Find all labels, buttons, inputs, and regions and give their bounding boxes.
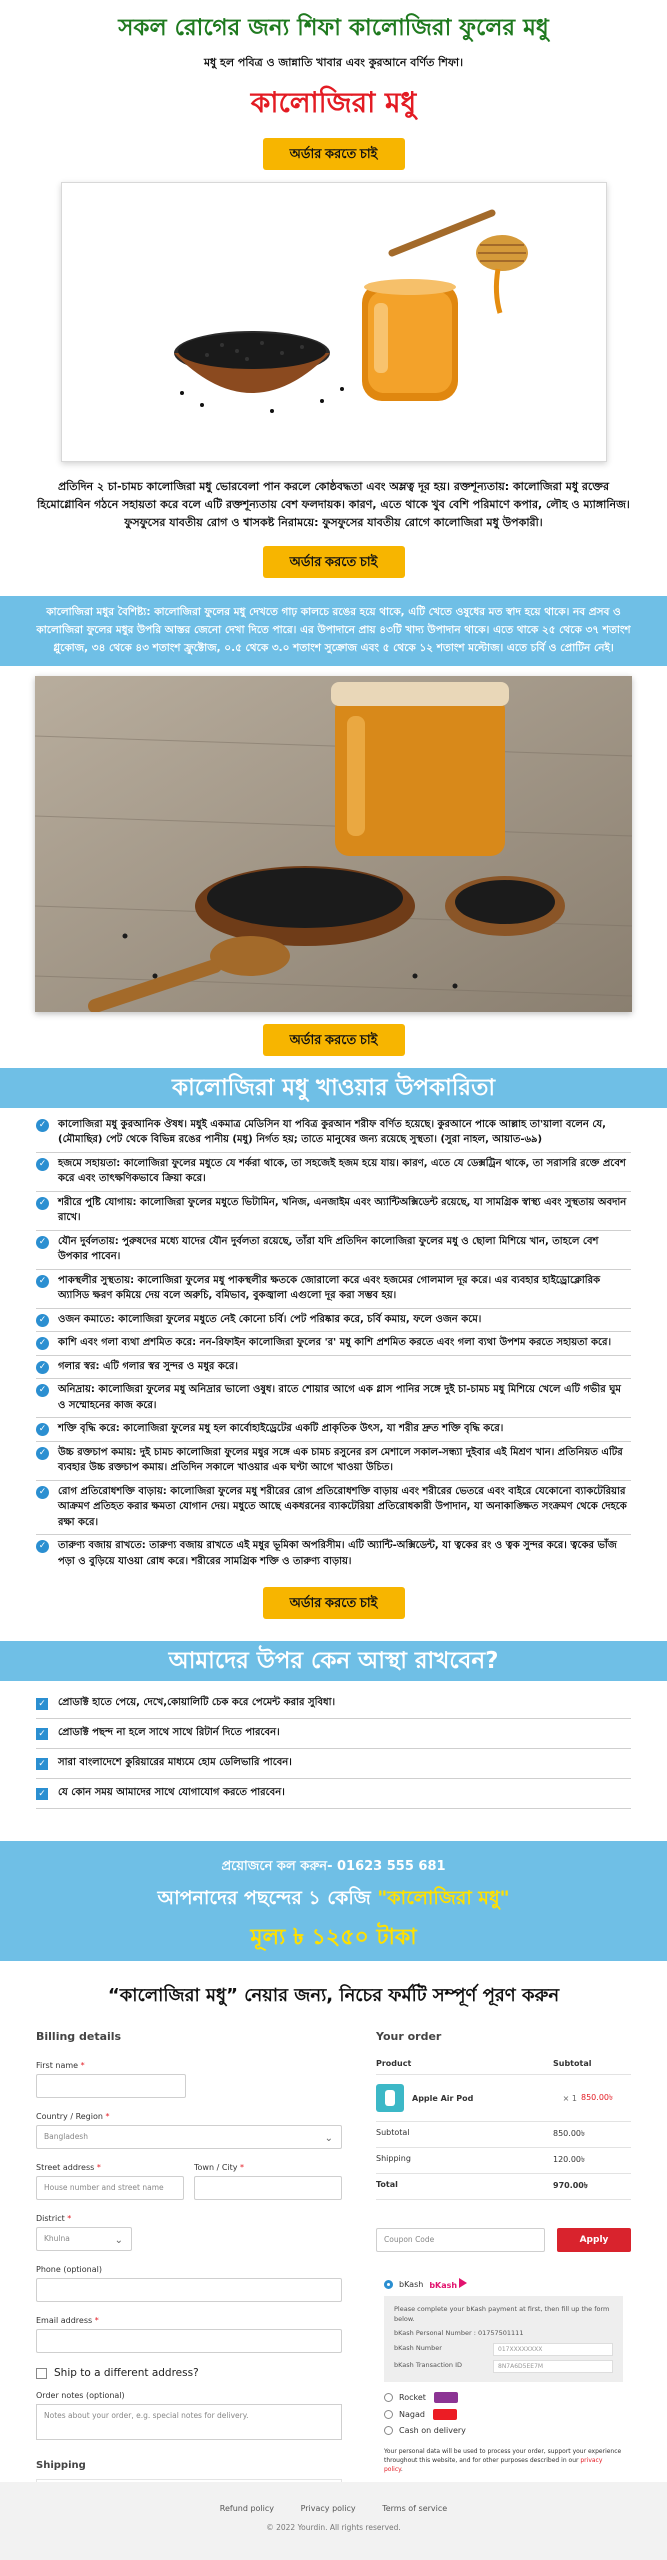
first-name-field-group — [36, 2061, 186, 2098]
call-offer-highlight: "কালোজিরা মধু" — [377, 1887, 510, 1910]
order-button-top[interactable]: অর্ডার করতে চাই — [263, 138, 405, 170]
table-row — [376, 2075, 631, 2122]
check-circle-icon: ✓ — [36, 1119, 49, 1132]
first-name-label: First name * — [36, 2061, 85, 2071]
country-field-group — [36, 2112, 342, 2149]
check-circle-icon: ✓ — [36, 1361, 49, 1374]
nutrition-band — [0, 596, 667, 666]
district-field-group — [36, 2214, 132, 2251]
col-subtotal: Subtotal — [553, 2059, 592, 2069]
shipping-row — [376, 2148, 631, 2174]
bkash-logo: bKash — [429, 2278, 467, 2290]
order-notes-textarea[interactable]: Notes about your order, e.g. special notes for delivery. — [36, 2404, 342, 2440]
benefit-text: পাকস্থলীর সুস্থতায়: কালোজিরা ফুলের মধু পাকস্থলীর ক্ষতকে জোরালো করে এবং হজমের গোলমাল দূর করে। এর ব্যবহার হাইড্রোক্লোরিক অ্যাসিড ক্ষরণ কমিয়ে দেয় বলে অরুচি, বমিভাব, বুকজ্বালা এগুলো দূর করা সম্ভব হয়। — [58, 1274, 601, 1302]
check-circle-icon: ✓ — [36, 1314, 49, 1327]
list-item — [36, 1270, 631, 1309]
order-table-header — [376, 2053, 631, 2075]
phone-label: Phone (optional) — [36, 2265, 102, 2275]
copyright: © 2022 Yourdin. All rights reserved. — [266, 2523, 401, 2532]
list-item — [36, 1442, 631, 1481]
notes-label: Order notes (optional) — [36, 2391, 125, 2401]
address-row — [36, 2163, 342, 2214]
call-offer — [10, 1878, 657, 1916]
apply-coupon-button[interactable]: Apply — [557, 2228, 631, 2252]
bkash-radio[interactable] — [384, 2280, 393, 2289]
product-qty: × 1 — [562, 2093, 577, 2103]
payment-option-cod[interactable] — [384, 2426, 623, 2435]
subtotal-row — [376, 2122, 631, 2148]
total-label: Total — [376, 2180, 398, 2190]
benefit-text: অনিদ্রায়: কালোজিরা ফুলের মধু অনিদ্রার ভালো ওষুধ। রাতে শোয়ার আগে এক গ্লাস পানির সঙ্গে দুই চা-চামচ মধু মিশিয়ে খেলে এটি গভীর ঘুম ও সম্মোহনের কাজ করে। — [58, 1384, 621, 1411]
cod-radio[interactable] — [384, 2426, 393, 2435]
town-label: Town / City * — [194, 2163, 245, 2173]
nagad-radio[interactable] — [384, 2410, 393, 2419]
col-product: Product — [376, 2059, 412, 2069]
phone-input[interactable] — [36, 2278, 342, 2302]
check-square-icon: ✓ — [36, 1728, 48, 1740]
order-table — [376, 2053, 631, 2200]
check-circle-icon: ✓ — [36, 1423, 49, 1436]
call-line: প্রয়োজনে কল করুন- 01623 555 681 — [221, 1859, 446, 1875]
trust-text: প্রোডাক্ট হাতে পেয়ে, দেখে,কোয়ালিটি চেক করে পেমেন্ট করার সুবিধা। — [58, 1697, 336, 1709]
benefit-text: যৌন দুর্বলতায়: পুরুষদের মধ্যে যাদের যৌন দুর্বলতা রয়েছে, তাঁরা যদি প্রতিদিন কালোজিরা ফুলের মধু ও ছোলা মিশিয়ে খান, তাহলে বেশ উপকার পাবেন। — [58, 1235, 599, 1263]
honey-blackseed-illustration — [62, 183, 606, 461]
district-select[interactable]: Khulna ⌄ — [36, 2227, 132, 2251]
hero-subtitle: মধু হল পবিত্র ও জান্নাতি খাবার এবং কুরআনে বর্ণিত শিফা। — [203, 55, 464, 69]
benefit-text: উচ্চ রক্তচাপ কমায়: দুই চামচ কালোজিরা ফুলের মধুর সঙ্গে এক চামচ রসুনের রস মেশালে সকাল-সন্ধ্যা দুইবার এই মিশ্রণ খান। প্রতিনিয়ত এটির ব্যবহার উচ্চ রক্তচাপ কমায়। প্রতিদিন সকালে খাওয়ার এক ঘণ্টা আগে খাওয়া উচিত। — [58, 1446, 623, 1474]
benefits-list — [0, 1108, 667, 1582]
call-price: মূল্য ৳ ১২৫০ টাকা — [250, 1925, 417, 1951]
bkash-trx-row — [394, 2360, 613, 2373]
bkash-details-box — [384, 2296, 623, 2381]
call-offer-prefix: আপনাদের পছন্দের ১ কেজি — [157, 1887, 378, 1910]
call-band — [0, 1841, 667, 1961]
honey-wood-photo — [35, 676, 632, 1012]
coupon-input[interactable]: Coupon Code — [376, 2228, 545, 2252]
bkash-number-input[interactable]: 017XXXXXXXX — [493, 2343, 613, 2356]
checkout-form — [0, 2030, 667, 2511]
list-item — [36, 1309, 631, 1333]
list-item — [36, 1481, 631, 1536]
coupon-row — [376, 2228, 631, 2252]
shipping-value: 120.00৳ — [553, 2155, 585, 2165]
ship-different-toggle[interactable] — [36, 2367, 342, 2379]
list-item — [36, 1356, 631, 1380]
list-item — [36, 1231, 631, 1270]
bkash-bird-icon — [459, 2278, 467, 2288]
check-circle-icon: ✓ — [36, 1540, 49, 1553]
list-item — [36, 1332, 631, 1356]
product-name: Apple Air Pod — [412, 2093, 474, 2103]
benefit-text: তারুণ্য বজায় রাখতে: তারুণ্য বজায় রাখতে এই মধুর ভূমিকা অপরিসীম। এটি অ্যান্টি-অক্সিডেন্ট, যা ত্বকের রং ও ত্বক সুন্দর করে। ত্বকের ভাঁজ পড়া ও বুড়িয়ে যাওয়া রোধ করে। শরীরের সামগ্রিক শক্তি ও তারুণ্য বাড়ায়। — [58, 1540, 617, 1567]
trust-text: প্রোডাক্ট পছন্দ না হলে সাথে সাথে রিটার্ন দিতে পারবেন। — [58, 1727, 280, 1739]
product-photo-frame — [35, 676, 632, 1012]
country-label: Country / Region * — [36, 2112, 110, 2122]
email-field-group — [36, 2316, 342, 2353]
benefit-text: হজমে সহায়তা: কালোজিরা ফুলের মধুতে যে শর্করা থাকে, তা সহজেই হজম হয়ে যায়। কারণ, এতে যে ডেক্সট্রিন থাকে, তা সরাসরি রক্তে প্রবেশ করে এবং তাৎক্ষণিকভাবে ক্রিয়া করে। — [58, 1157, 626, 1185]
payment-methods — [376, 2278, 631, 2511]
product-image-frame — [61, 182, 607, 462]
list-item — [36, 1114, 631, 1153]
district-label: District * — [36, 2214, 72, 2224]
product-thumbnail — [376, 2084, 404, 2112]
email-input[interactable] — [36, 2329, 342, 2353]
country-select[interactable]: Bangladesh ⌄ — [36, 2125, 342, 2149]
street-label: Street address * — [36, 2163, 101, 2173]
subtotal-label: Subtotal — [376, 2128, 410, 2138]
intro-text: প্রতিদিন ২ চা-চামচ কালোজিরা মধু ভোরবেলা পান করলে কোষ্ঠবদ্ধতা এবং অম্লত্ব দূর হয়। রক্তশূন্যতায়: কালোজিরা মধু রক্তের হিমোগ্লোবিন গঠনে সহায়তা করে বলে এটি রক্তশূন্যতায় বেশ ফলদায়ক। কারণ, এতে থাকে খুব বেশি পরিমাণে কপার, লৌহ ও ম্যাঙ্গানিজ। ফুসফুসের যাবতীয় রোগ ও শ্বাসকষ্ট নিরাময়ে: ফুসফুসের যাবতীয় রোগে কালোজিরা মধু উপকারী। — [37, 479, 630, 530]
shipping-label: Shipping — [376, 2154, 411, 2164]
email-label: Email address * — [36, 2316, 99, 2326]
bkash-number-row — [394, 2343, 613, 2356]
hero-title: সকল রোগের জন্য শিফা কালোজিরা ফুলের মধু — [118, 15, 549, 41]
order-button-3[interactable]: অর্ডার করতে চাই — [263, 1024, 405, 1056]
check-circle-icon: ✓ — [36, 1197, 49, 1210]
nagad-logo-icon — [433, 2409, 457, 2420]
rocket-label: Rocket — [399, 2392, 426, 2402]
list-item — [36, 1192, 631, 1231]
trust-list — [0, 1681, 667, 1815]
total-value: 970.00৳ — [553, 2181, 588, 2191]
privacy-notice: Your personal data will be used to process your order, support your experience throughout this website, and for other purposes described in our privacy policy. — [384, 2447, 622, 2473]
bkash-label: bKash — [399, 2279, 424, 2289]
bkash-trx-input[interactable]: 8N7A6D5EE7M — [493, 2360, 613, 2373]
benefit-text: ওজন কমাতে: কালোজিরা ফুলের মধুতে নেই কোনো চর্বি। পেট পরিষ্কার করে, চর্বি কমায়, ফলে ওজন কমে। — [58, 1313, 482, 1325]
bkash-trx-label: bKash Transaction ID — [394, 2361, 463, 2370]
benefit-text: কালোজিরা মধু কুরআনিক ঔষধ। মধুই একমাত্র মেডিসিন যা পবিত্র কুরআন শরীফ বর্ণিত হয়েছে। কুরআনে পাকে আল্লাহ তা'য়ালা বলেন যে, (মৌমাছির) পেট থেকে বিভিন্ন রঙের পানীয় (মধু) নির্গত হয়; তাতে মানুষের জন্য রয়েছে সুস্থতা। (সুরা নাহল, আয়াত-৬৯) — [58, 1118, 606, 1146]
bkash-personal-number: bKash Personal Number : 01757501111 — [394, 2328, 524, 2337]
bkash-number-label: bKash Number — [394, 2344, 442, 2353]
first-name-input[interactable] — [36, 2074, 186, 2098]
payment-option-nagad[interactable] — [384, 2409, 623, 2420]
benefit-text: কাশি এবং গলা ব্যথা প্রশমিত করে: নন-রিফাইন কালোজিরা ফুলের 'র' মধু কাশি প্রশমিত করতে এবং গলা ব্যথা উপশম করতে সহায়তা করে। — [58, 1337, 612, 1349]
rocket-logo-icon — [434, 2392, 458, 2403]
benefit-text: শক্তি বৃদ্ধি করে: কালোজিরা ফুলের মধু হল কার্বোহাইড্রেটের একটি প্রাকৃতিক উৎস, যা শরীর দ্রুত শক্তি বৃদ্ধি করে। — [58, 1423, 504, 1435]
list-item — [36, 1535, 631, 1573]
billing-column — [36, 2030, 342, 2511]
trust-heading: আমাদের উপর কেন আস্থা রাখবেন? — [0, 1641, 667, 1681]
check-circle-icon: ✓ — [36, 1236, 49, 1249]
check-circle-icon: ✓ — [36, 1486, 49, 1499]
order-column — [376, 2030, 631, 2511]
list-item — [36, 1418, 631, 1442]
billing-heading: Billing details — [36, 2030, 122, 2044]
list-item — [36, 1779, 631, 1809]
nutrition-text: কালোজিরা মধুর বৈশিষ্ট্য: কালোজিরা ফুলের মধু দেখতে গাঢ় কালচে রঙের হয়ে থাকে, এটি খেতে ওষুধের মত স্বাদ হয়ে থাকে। নব প্রসব ও কালোজিরা ফুলের মধুর উপরি আস্তর জেনো দেখা দিতে পারে। এর উপাদানে প্রায় ৪৩টি খাদ্য উপাদান থাকে। এতে থাকে ২৫ থেকে ৩৭ শতাংশ গ্লুকোজ, ৩৪ থেকে ৪৩ শতাংশ ফ্রুক্টোজ, ০.৫ থেকে ৩.০ শতাংশ সুক্রোজ এবং ৫ থেকে ১২ শতাংশ মল্টোজ। এতে চর্বি ও প্রোটিন নেই। — [36, 606, 631, 654]
rocket-radio[interactable] — [384, 2393, 393, 2402]
order-button-4[interactable]: অর্ডার করতে চাই — [263, 1587, 405, 1619]
ship-different-label: Ship to a different address? — [54, 2367, 199, 2380]
order-heading: Your order — [376, 2030, 442, 2044]
check-square-icon: ✓ — [36, 1698, 48, 1710]
list-item — [36, 1689, 631, 1719]
privacy-policy-footer-link[interactable]: Privacy policy — [300, 2504, 356, 2513]
refund-policy-link[interactable]: Refund policy — [219, 2504, 275, 2513]
list-item — [36, 1379, 631, 1418]
list-item — [36, 1749, 631, 1779]
trust-text: সারা বাংলাদেশে কুরিয়ারের মাধ্যমে হোম ডেলিভারি পাবেন। — [58, 1757, 292, 1769]
phone-field-group — [36, 2265, 342, 2302]
trust-text: যে কোন সময় আমাদের সাথে যোগাযোগ করতে পারবেন। — [58, 1787, 285, 1799]
benefit-text: গলার স্বর: এটি গলার স্বর সুন্দর ও মধুর করে। — [58, 1360, 238, 1372]
terms-of-service-link[interactable]: Terms of service — [382, 2504, 448, 2513]
cod-label: Cash on delivery — [399, 2425, 466, 2435]
list-item — [36, 1153, 631, 1192]
benefit-text: শরীরে পুষ্টি যোগায়: কালোজিরা ফুলের মধুতে ভিটামিন, খনিজ, এনজাইম এবং অ্যান্টিঅক্সিডেন্ট রয়েছে, যা সামগ্রিক স্বাস্থ্য এবং সুস্থতায় অবদান রাখে। — [58, 1196, 627, 1224]
list-item — [36, 1719, 631, 1749]
form-title: “কালোজিরা মধু” নেয়ার জন্য, নিচের ফর্মটি সম্পূর্ণ পূরণ করুন — [107, 1985, 560, 2007]
benefits-heading: কালোজিরা মধু খাওয়ার উপকারিতা — [0, 1068, 667, 1108]
check-square-icon: ✓ — [36, 1758, 48, 1770]
order-button-2[interactable]: অর্ডার করতে চাই — [263, 546, 405, 578]
check-circle-icon: ✓ — [36, 1337, 49, 1350]
check-circle-icon: ✓ — [36, 1384, 49, 1397]
privacy-policy-link[interactable]: privacy policy — [384, 2456, 603, 2473]
shipping-heading: Shipping — [36, 2460, 86, 2472]
total-row — [376, 2174, 631, 2200]
street-input[interactable]: House number and street name — [36, 2176, 184, 2200]
town-input[interactable] — [194, 2176, 342, 2200]
footer-links — [0, 2504, 667, 2513]
payment-option-bkash[interactable] — [384, 2278, 623, 2290]
street-field-group — [36, 2163, 184, 2200]
ship-different-checkbox[interactable] — [36, 2368, 47, 2379]
payment-option-rocket[interactable] — [384, 2392, 623, 2403]
footer — [0, 2482, 667, 2560]
notes-field-group — [36, 2391, 342, 2440]
subtotal-value: 850.00৳ — [553, 2129, 585, 2139]
check-circle-icon: ✓ — [36, 1447, 49, 1460]
benefit-text: রোগ প্রতিরোধশক্তি বাড়ায়: কালোজিরা ফুলের মধু শরীরের রোগ প্রতিরোধশক্তি বাড়ায় এবং শরীরের ভেতরে এবং বাইরে যেকোনো ব্যাকটেরিয়ার আক্রমণ প্রতিহত করার ক্ষমতা যোগান দেয়। মধুতে আছে একধরনের ব্যাকটেরিয়া প্রতিরোধকারী উপাদান, যা অনাকাঙ্ক্ষিত সংক্রমণ থেকে দেহকে রক্ষা করে। — [58, 1485, 627, 1528]
town-field-group — [194, 2163, 342, 2200]
bkash-instructions: Please complete your bKash payment at first, then fill up the form below. — [394, 2305, 610, 2324]
check-circle-icon: ✓ — [36, 1158, 49, 1171]
check-circle-icon: ✓ — [36, 1275, 49, 1288]
hero-product-name: কালোজিরা মধু — [250, 85, 417, 119]
nagad-label: Nagad — [399, 2409, 425, 2419]
check-square-icon: ✓ — [36, 1788, 48, 1800]
product-price: 850.00৳ — [581, 2092, 613, 2102]
